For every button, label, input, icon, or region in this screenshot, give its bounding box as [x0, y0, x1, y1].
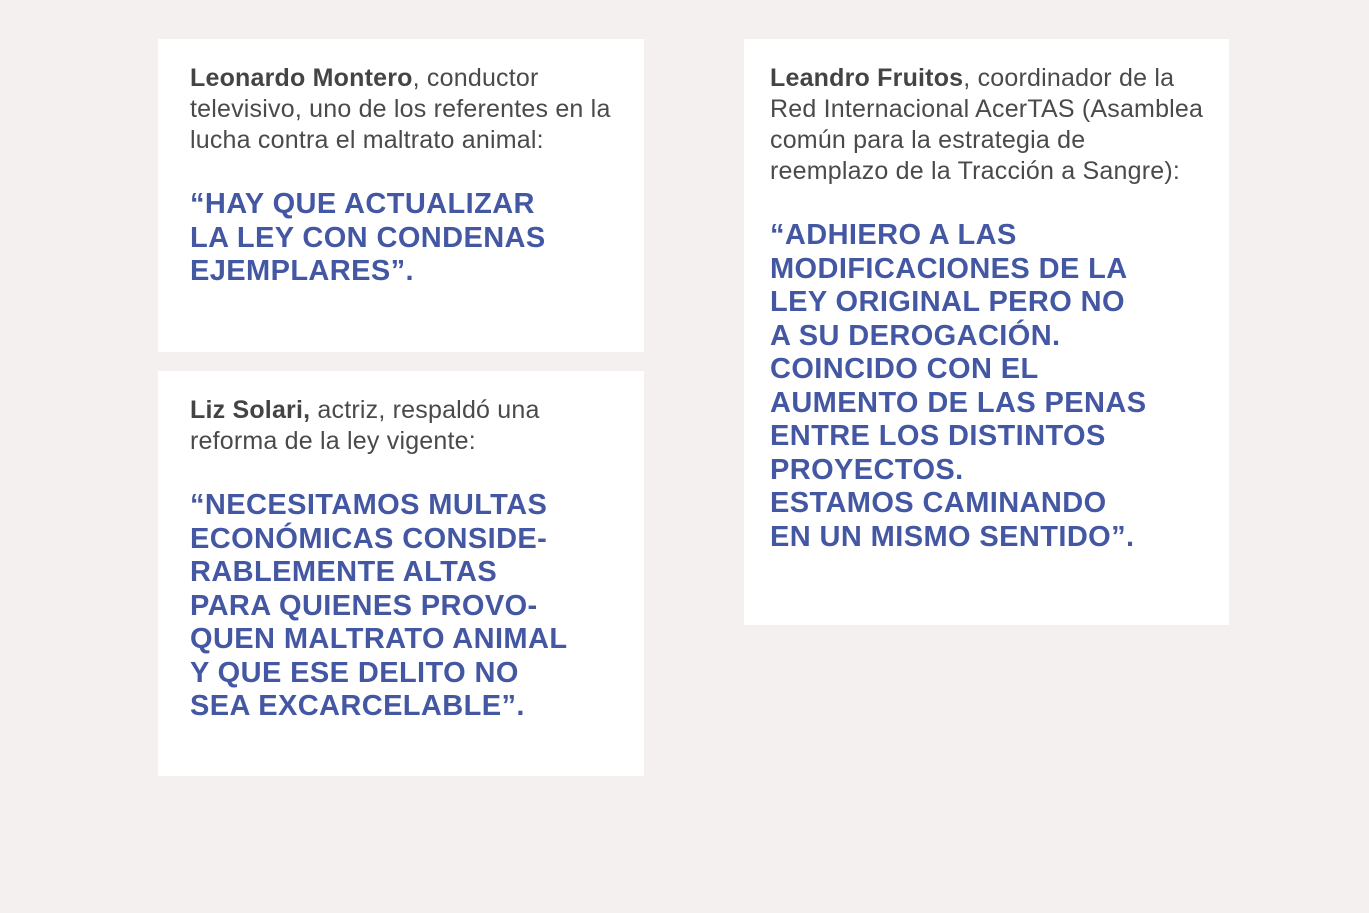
quote-text	[190, 489, 614, 724]
quote-line: ENTRE LOS DISTINTOS	[770, 420, 1106, 452]
quote-line: SEA EXCARCELABLE”.	[190, 690, 525, 722]
quote-line: EN UN MISMO SENTIDO”.	[770, 520, 1135, 553]
person-name: Leonardo Montero	[190, 64, 413, 92]
quote-line: “ADHIERO A LAS	[770, 219, 1017, 251]
person-name: Leandro Fruitos	[770, 64, 964, 92]
card-intro	[770, 63, 1209, 187]
quote-text	[190, 188, 614, 289]
person-description: actriz, respaldó una reforma de la ley vigente:	[190, 396, 540, 455]
quote-line: A SU DEROGACIÓN.	[770, 319, 1061, 352]
quote-line: LA LEY CON CONDENAS	[190, 221, 546, 254]
quote-card-fruitos	[744, 39, 1229, 625]
quote-line: RABLEMENTE ALTAS	[190, 556, 498, 588]
person-description: , coordinador de la Red Internacional AcerTAS (Asamblea común para la estrategia de reemplazo de la Tracción a Sangre):	[770, 64, 1204, 185]
card-intro	[190, 63, 614, 156]
quote-line: PROYECTOS.	[770, 453, 964, 486]
quote-line: Y QUE ESE DELITO NO	[190, 656, 519, 689]
quote-line: QUEN MALTRATO ANIMAL	[190, 623, 568, 655]
card-intro	[190, 395, 614, 457]
quote-line: EJEMPLARES”.	[190, 255, 414, 287]
quote-line: ESTAMOS CAMINANDO	[770, 487, 1107, 519]
person-name: Liz Solari,	[190, 396, 311, 424]
quote-text	[770, 219, 1209, 554]
quote-line: MODIFICACIONES DE LA	[770, 252, 1128, 285]
quote-card-solari	[158, 371, 644, 776]
quote-line: COINCIDO CON EL	[770, 353, 1039, 385]
quote-line: LEY ORIGINAL PERO NO	[770, 286, 1125, 318]
quote-line: AUMENTO DE LAS PENAS	[770, 386, 1147, 419]
quote-line: “NECESITAMOS MULTAS	[190, 489, 548, 521]
quote-card-montero	[158, 39, 644, 352]
quote-line: PARA QUIENES PROVO-	[190, 589, 538, 622]
quote-line: “HAY QUE ACTUALIZAR	[190, 188, 535, 220]
quote-line: ECONÓMICAS CONSIDE-	[190, 522, 548, 555]
person-description: , conductor televisivo, uno de los referentes en la lucha contra el maltrato animal:	[190, 64, 611, 154]
